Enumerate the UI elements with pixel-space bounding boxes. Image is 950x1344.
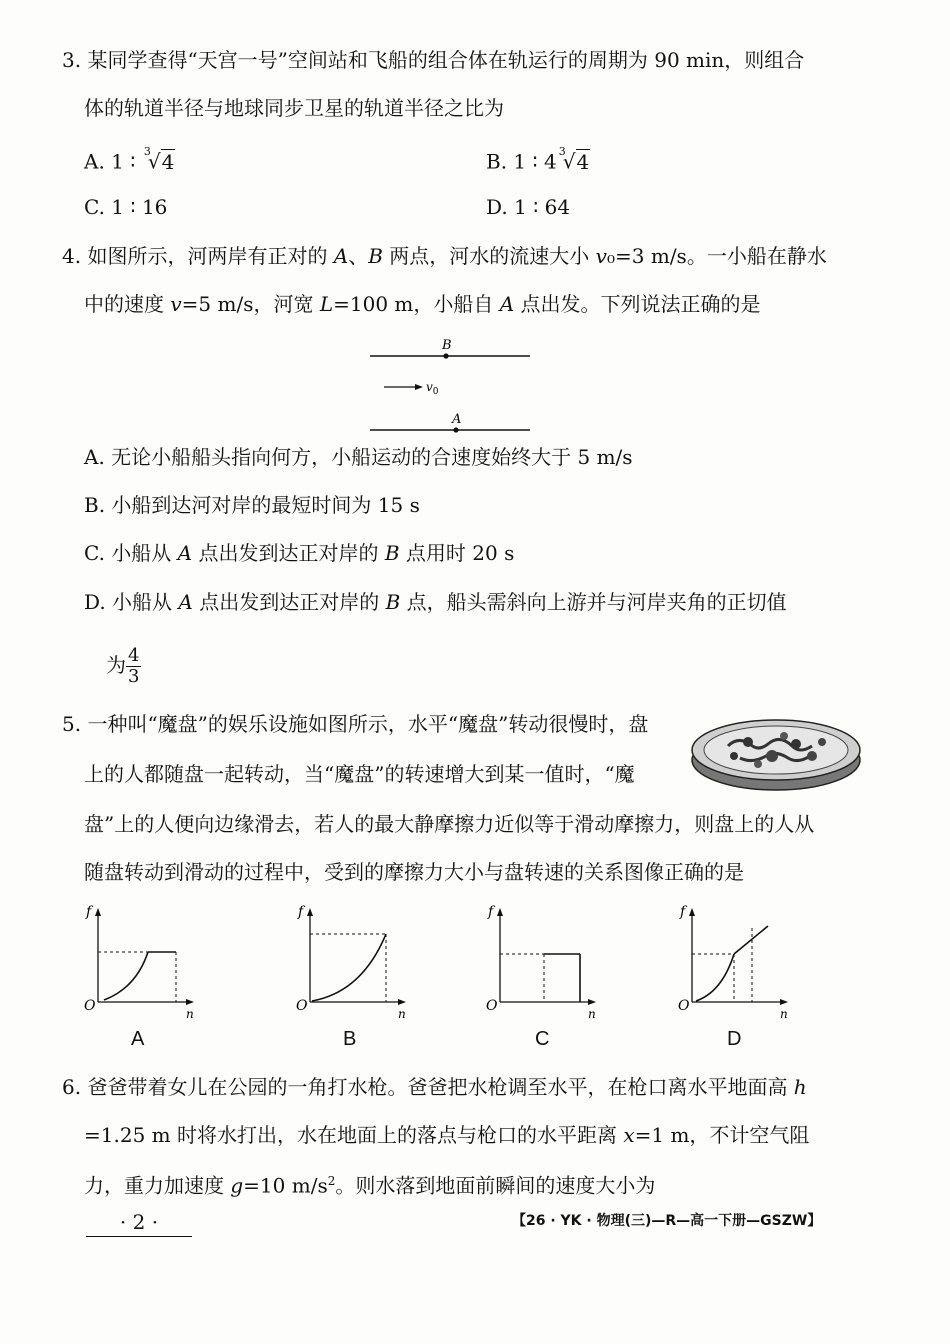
- exam-code: 【26 · YK · 物理(三)—R—高一下册—GSZW】: [512, 1213, 822, 1229]
- label-v0: $v_0$: [426, 380, 439, 397]
- svg-text:n: n: [186, 1007, 194, 1021]
- graph-a-label: A: [131, 1028, 145, 1050]
- label-a: A: [452, 412, 462, 427]
- q4-option-a: A. 无论小船船头指向何方，小船运动的合速度始终大于 5 m/s: [84, 445, 633, 469]
- q3-option-a: A. 1 ∶ $^3$√4: [84, 145, 175, 174]
- svg-text:O: O: [486, 998, 498, 1014]
- magic-disk-image: [688, 712, 864, 798]
- svg-text:n: n: [398, 1007, 406, 1021]
- flow-arrow-head: [415, 384, 423, 390]
- graph-b: [290, 902, 410, 1022]
- svg-text:O: O: [678, 998, 690, 1014]
- svg-text:f: f: [86, 904, 92, 920]
- q6-stem-line1: 6. 爸爸带着女儿在公园的一角打水枪。爸爸把水枪调至水平，在枪口离水平地面高 h: [62, 1075, 807, 1099]
- q6-stem-line3: 力，重力加速度 g=10 $m/s^2$。则水落到地面前瞬间的速度大小为: [84, 1173, 656, 1198]
- graph-b-label: B: [343, 1028, 357, 1050]
- graph-d-label: D: [727, 1028, 742, 1050]
- q4-option-d: D. 小船从 A 点出发到达正对岸的 B 点，船头需斜向上游并与河岸夹角的正切值: [84, 590, 787, 614]
- q3-option-c: C. 1 ∶ 16: [84, 195, 168, 219]
- q4-stem-line1: 4. 如图所示，河两岸有正对的 A、B 两点，河水的流速大小 v₀=3 m/s。一小船在静水: [62, 244, 827, 268]
- river-diagram: [360, 334, 540, 440]
- cube-root: $^3$√4: [558, 145, 590, 174]
- q3-stem-line1: 3. 某同学查得“天宫一号”空间站和飞船的组合体在轨运行的周期为 90 min，则组合: [62, 48, 805, 72]
- q5-stem-line2: 上的人都随盘一起转动，当“魔盘”的转速增大到某一值时，“魔: [84, 762, 635, 786]
- label-b: B: [442, 338, 452, 353]
- q3-option-b: B. 1 ∶ 4 $^3$√4: [486, 145, 590, 174]
- q4-stem-line2: 中的速度 v=5 m/s，河宽 L=100 m，小船自 A 点出发。下列说法正确的是: [84, 292, 761, 316]
- fraction: $\frac{4}{3}$: [128, 645, 140, 687]
- graph-c-label: C: [535, 1028, 550, 1050]
- svg-text:f: f: [680, 904, 686, 920]
- q4-option-c: C. 小船从 A 点出发到达正对岸的 B 点用时 20 s: [84, 541, 515, 565]
- q3-stem-line2: 体的轨道半径与地球同步卫星的轨道半径之比为: [84, 96, 504, 120]
- q5-stem-line3: 盘”上的人便向边缘滑去，若人的最大静摩擦力近似等于滑动摩擦力，则盘上的人从: [84, 812, 815, 836]
- cube-root: $^3$√4: [143, 145, 175, 174]
- q6-stem-line2: =1.25 m 时将水打出，水在地面上的落点与枪口的水平距离 x=1 m，不计空气阻: [84, 1123, 810, 1147]
- q4-option-b: B. 小船到达河对岸的最短时间为 15 s: [84, 493, 420, 517]
- graph-d: [672, 902, 792, 1022]
- q3-option-d: D. 1 ∶ 64: [486, 195, 571, 219]
- q5-stem-line4: 随盘转动到滑动的过程中，受到的摩擦力大小与盘转速的关系图像正确的是: [84, 860, 744, 884]
- svg-text:O: O: [84, 998, 96, 1014]
- graph-a: [78, 902, 198, 1022]
- point-b: [443, 353, 448, 358]
- graph-c: [480, 902, 600, 1022]
- svg-text:f: f: [298, 904, 304, 920]
- svg-text:n: n: [780, 1007, 788, 1021]
- point-a: [453, 427, 458, 432]
- q5-stem-line1: 5. 一种叫“魔盘”的娱乐设施如图所示，水平“魔盘”转动很慢时，盘: [62, 712, 649, 736]
- page-number: · 2 ·: [86, 1208, 192, 1237]
- svg-text:O: O: [296, 998, 308, 1014]
- q4-option-d-cont: 为 $\frac{4}{3}$: [106, 645, 140, 687]
- svg-text:f: f: [488, 904, 494, 920]
- svg-text:n: n: [588, 1007, 596, 1021]
